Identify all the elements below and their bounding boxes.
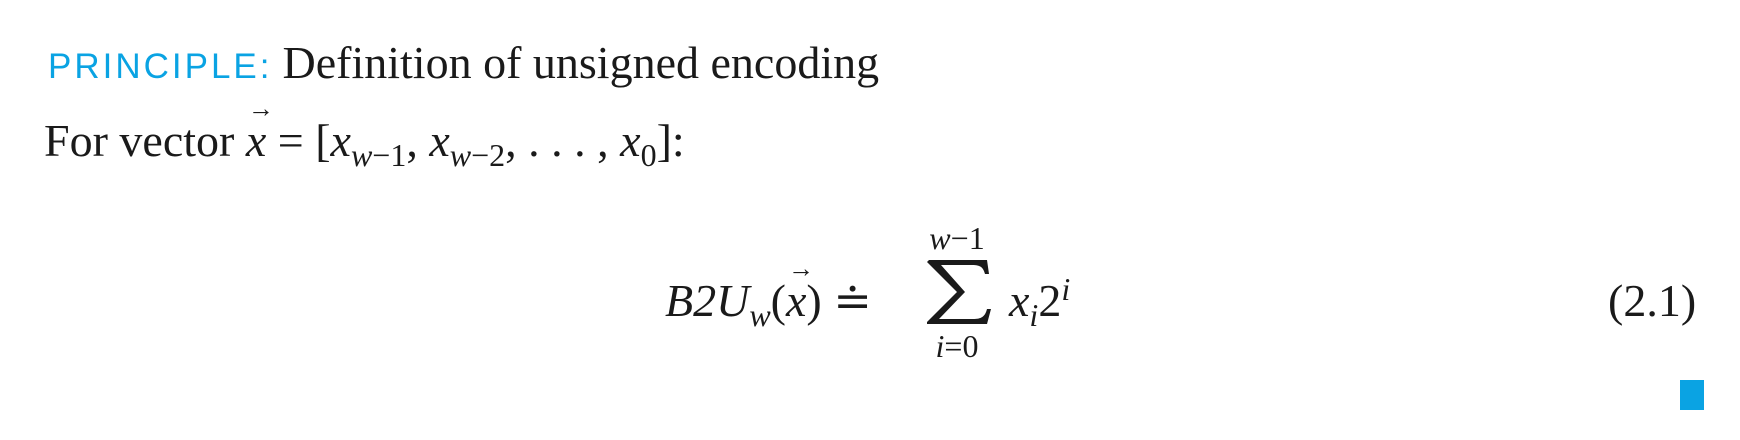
equation-relation: ≐ bbox=[821, 275, 872, 326]
vector-element-1: x bbox=[330, 115, 351, 166]
summation bbox=[917, 220, 997, 378]
equation-b2u bbox=[665, 220, 1085, 378]
sigma-icon bbox=[917, 256, 997, 328]
vector-element-1-sub-rest: −1 bbox=[372, 137, 407, 173]
equation-close-paren: ) bbox=[806, 275, 822, 326]
equation-function-name: B2U bbox=[665, 275, 750, 326]
equation-lhs bbox=[665, 275, 872, 333]
principle-title: Definition of unsigned encoding bbox=[282, 37, 880, 88]
term-exponent: i bbox=[1061, 271, 1071, 307]
sum-lower-limit bbox=[917, 330, 997, 362]
equation-function-sub: w bbox=[749, 297, 771, 333]
term-sub: i bbox=[1029, 297, 1039, 333]
vector-element-2: x bbox=[429, 115, 450, 166]
equation-rhs bbox=[1009, 271, 1071, 333]
vector-suffix: ]: bbox=[656, 115, 685, 166]
vector-equals: = [ bbox=[266, 115, 331, 166]
term-x: x bbox=[1009, 275, 1030, 326]
principle-heading bbox=[48, 37, 880, 88]
sum-lower-rest: =0 bbox=[944, 328, 979, 364]
vector-element-2-sub-rest: −2 bbox=[471, 137, 506, 173]
vector-ellipsis: , . . . , bbox=[505, 115, 621, 166]
vector-element-2-sub: w bbox=[449, 137, 472, 173]
sum-upper-var: w bbox=[929, 220, 951, 256]
sum-upper-rest: −1 bbox=[950, 220, 985, 256]
vector-element-last-sub: 0 bbox=[640, 137, 657, 173]
term-base: 2 bbox=[1038, 275, 1062, 326]
end-of-principle-marker bbox=[1680, 380, 1704, 410]
equation-open-paren: ( bbox=[770, 275, 786, 326]
principle-label: PRINCIPLE: bbox=[48, 47, 273, 86]
vector-separator: , bbox=[406, 115, 430, 166]
vector-prefix: For vector bbox=[44, 115, 246, 166]
sum-upper-limit bbox=[917, 222, 997, 254]
vector-element-1-sub: w bbox=[350, 137, 373, 173]
equation-number: (2.1) bbox=[1608, 275, 1697, 326]
vector-definition-line bbox=[44, 115, 685, 173]
vector-x: → x bbox=[246, 118, 266, 164]
equation-vector-x: → x bbox=[786, 278, 806, 324]
sum-lower-var: i bbox=[935, 328, 945, 364]
vector-element-last: x bbox=[620, 115, 641, 166]
